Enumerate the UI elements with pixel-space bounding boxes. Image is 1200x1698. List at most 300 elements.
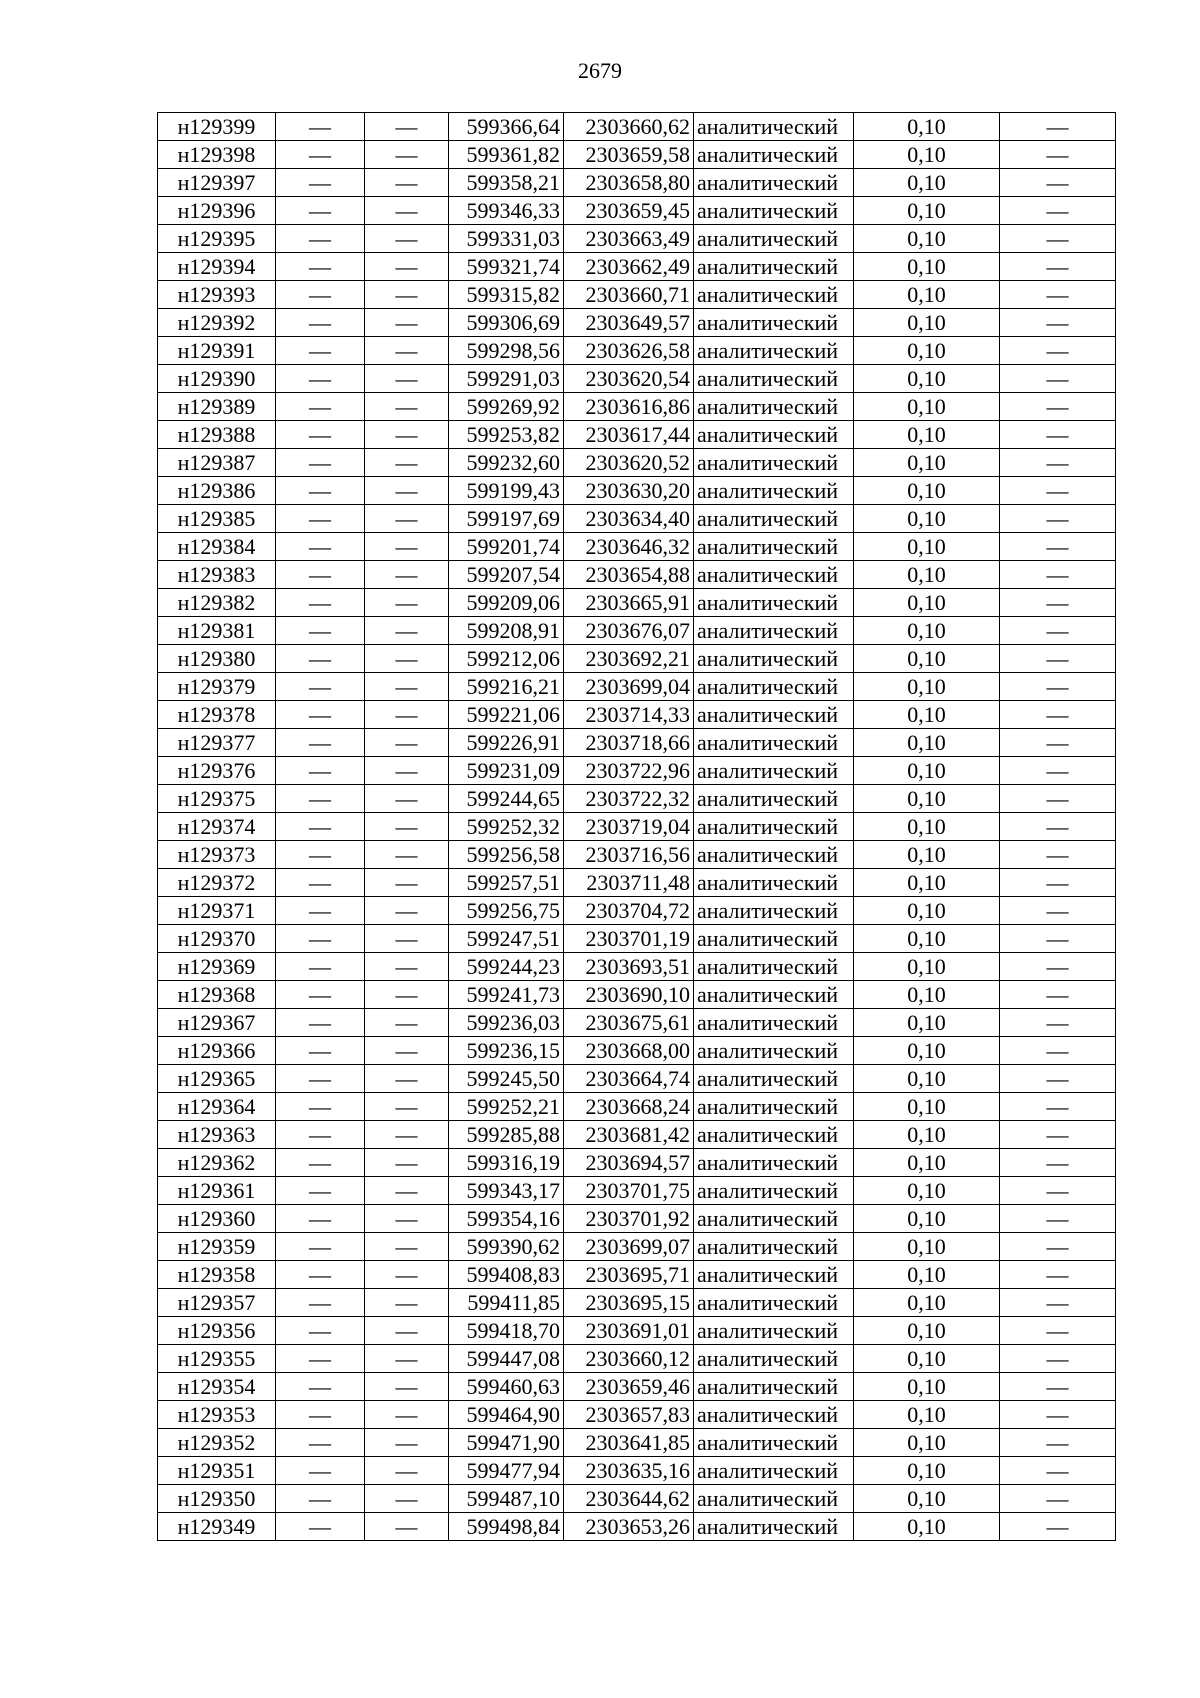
method-cell: аналитический [694,281,854,309]
x-coordinate-cell: 599197,69 [449,505,564,533]
y-coordinate-cell: 2303722,96 [564,757,694,785]
accuracy-cell: 0,10 [854,1429,1000,1457]
point-number-cell: н129351 [158,1457,276,1485]
point-number-cell: н129395 [158,225,276,253]
dash-cell: — [276,1457,365,1485]
point-number-cell: н129362 [158,1149,276,1177]
y-coordinate-cell: 2303663,49 [564,225,694,253]
dash-cell: — [365,253,449,281]
point-number-cell: н129390 [158,365,276,393]
point-number-cell: н129382 [158,589,276,617]
dash-cell: — [276,785,365,813]
accuracy-cell: 0,10 [854,365,1000,393]
method-cell: аналитический [694,617,854,645]
method-cell: аналитический [694,337,854,365]
dash-cell: — [276,1093,365,1121]
point-number-cell: н129398 [158,141,276,169]
accuracy-cell: 0,10 [854,169,1000,197]
dash-cell: — [1000,1149,1116,1177]
point-number-cell: н129374 [158,813,276,841]
dash-cell: — [1000,225,1116,253]
dash-cell: — [1000,785,1116,813]
dash-cell: — [1000,505,1116,533]
accuracy-cell: 0,10 [854,1205,1000,1233]
dash-cell: — [365,1373,449,1401]
table-row [158,1121,1116,1149]
table-row [158,1429,1116,1457]
x-coordinate-cell: 599252,32 [449,813,564,841]
accuracy-cell: 0,10 [854,197,1000,225]
dash-cell: — [276,1261,365,1289]
y-coordinate-cell: 2303668,00 [564,1037,694,1065]
accuracy-cell: 0,10 [854,1457,1000,1485]
dash-cell: — [365,1261,449,1289]
table-row [158,1037,1116,1065]
dash-cell: — [365,925,449,953]
dash-cell: — [365,1513,449,1541]
point-number-cell: н129381 [158,617,276,645]
accuracy-cell: 0,10 [854,1233,1000,1261]
x-coordinate-cell: 599236,15 [449,1037,564,1065]
method-cell: аналитический [694,533,854,561]
method-cell: аналитический [694,477,854,505]
point-number-cell: н129389 [158,393,276,421]
table-row [158,925,1116,953]
dash-cell: — [276,1121,365,1149]
accuracy-cell: 0,10 [854,981,1000,1009]
dash-cell: — [365,1205,449,1233]
y-coordinate-cell: 2303617,44 [564,421,694,449]
accuracy-cell: 0,10 [854,953,1000,981]
x-coordinate-cell: 599354,16 [449,1205,564,1233]
accuracy-cell: 0,10 [854,869,1000,897]
dash-cell: — [276,1065,365,1093]
y-coordinate-cell: 2303693,51 [564,953,694,981]
dash-cell: — [365,561,449,589]
dash-cell: — [1000,1261,1116,1289]
table-row [158,1261,1116,1289]
dash-cell: — [365,729,449,757]
table-body [158,113,1116,1541]
y-coordinate-cell: 2303659,58 [564,141,694,169]
x-coordinate-cell: 599298,56 [449,337,564,365]
method-cell: аналитический [694,113,854,141]
point-number-cell: н129383 [158,561,276,589]
table-row [158,1289,1116,1317]
point-number-cell: н129360 [158,1205,276,1233]
dash-cell: — [276,1037,365,1065]
method-cell: аналитический [694,365,854,393]
x-coordinate-cell: 599361,82 [449,141,564,169]
y-coordinate-cell: 2303676,07 [564,617,694,645]
x-coordinate-cell: 599321,74 [449,253,564,281]
table-row [158,729,1116,757]
dash-cell: — [1000,253,1116,281]
table-row [158,757,1116,785]
dash-cell: — [365,281,449,309]
table-row [158,1149,1116,1177]
y-coordinate-cell: 2303668,24 [564,1093,694,1121]
y-coordinate-cell: 2303701,92 [564,1205,694,1233]
method-cell: аналитический [694,813,854,841]
dash-cell: — [276,589,365,617]
accuracy-cell: 0,10 [854,757,1000,785]
dash-cell: — [365,1177,449,1205]
table-row [158,1317,1116,1345]
y-coordinate-cell: 2303616,86 [564,393,694,421]
y-coordinate-cell: 2303659,46 [564,1373,694,1401]
dash-cell: — [276,757,365,785]
dash-cell: — [365,337,449,365]
x-coordinate-cell: 599208,91 [449,617,564,645]
point-number-cell: н129392 [158,309,276,337]
method-cell: аналитический [694,589,854,617]
method-cell: аналитический [694,925,854,953]
table-row [158,1093,1116,1121]
dash-cell: — [365,701,449,729]
dash-cell: — [276,729,365,757]
dash-cell: — [1000,365,1116,393]
method-cell: аналитический [694,1261,854,1289]
y-coordinate-cell: 2303654,88 [564,561,694,589]
point-number-cell: н129399 [158,113,276,141]
x-coordinate-cell: 599498,84 [449,1513,564,1541]
dash-cell: — [276,1177,365,1205]
dash-cell: — [1000,1177,1116,1205]
y-coordinate-cell: 2303690,10 [564,981,694,1009]
x-coordinate-cell: 599346,33 [449,197,564,225]
table-row [158,533,1116,561]
x-coordinate-cell: 599209,06 [449,589,564,617]
accuracy-cell: 0,10 [854,785,1000,813]
y-coordinate-cell: 2303635,16 [564,1457,694,1485]
dash-cell: — [276,953,365,981]
table-row [158,253,1116,281]
table-row [158,449,1116,477]
dash-cell: — [365,1009,449,1037]
dash-cell: — [365,1065,449,1093]
table-row [158,225,1116,253]
method-cell: аналитический [694,1513,854,1541]
dash-cell: — [1000,1317,1116,1345]
dash-cell: — [276,1401,365,1429]
x-coordinate-cell: 599244,23 [449,953,564,981]
x-coordinate-cell: 599221,06 [449,701,564,729]
dash-cell: — [1000,561,1116,589]
method-cell: аналитический [694,757,854,785]
x-coordinate-cell: 599226,91 [449,729,564,757]
dash-cell: — [1000,1037,1116,1065]
point-number-cell: н129369 [158,953,276,981]
point-number-cell: н129353 [158,1401,276,1429]
x-coordinate-cell: 599464,90 [449,1401,564,1429]
dash-cell: — [365,841,449,869]
point-number-cell: н129352 [158,1429,276,1457]
dash-cell: — [1000,393,1116,421]
dash-cell: — [276,1513,365,1541]
table-row [158,897,1116,925]
point-number-cell: н129373 [158,841,276,869]
table-row [158,477,1116,505]
dash-cell: — [1000,757,1116,785]
point-number-cell: н129361 [158,1177,276,1205]
dash-cell: — [1000,309,1116,337]
method-cell: аналитический [694,1373,854,1401]
accuracy-cell: 0,10 [854,645,1000,673]
dash-cell: — [1000,729,1116,757]
dash-cell: — [365,673,449,701]
point-number-cell: н129358 [158,1261,276,1289]
y-coordinate-cell: 2303658,80 [564,169,694,197]
method-cell: аналитический [694,1317,854,1345]
method-cell: аналитический [694,1065,854,1093]
point-number-cell: н129359 [158,1233,276,1261]
table-row [158,701,1116,729]
method-cell: аналитический [694,729,854,757]
x-coordinate-cell: 599285,88 [449,1121,564,1149]
dash-cell: — [365,393,449,421]
dash-cell: — [1000,281,1116,309]
point-number-cell: н129354 [158,1373,276,1401]
dash-cell: — [1000,1289,1116,1317]
dash-cell: — [276,1345,365,1373]
method-cell: аналитический [694,673,854,701]
dash-cell: — [276,253,365,281]
accuracy-cell: 0,10 [854,449,1000,477]
accuracy-cell: 0,10 [854,617,1000,645]
dash-cell: — [1000,1233,1116,1261]
dash-cell: — [365,1401,449,1429]
dash-cell: — [1000,1513,1116,1541]
accuracy-cell: 0,10 [854,1121,1000,1149]
x-coordinate-cell: 599316,19 [449,1149,564,1177]
dash-cell: — [276,1289,365,1317]
point-number-cell: н129385 [158,505,276,533]
method-cell: аналитический [694,169,854,197]
method-cell: аналитический [694,197,854,225]
dash-cell: — [365,533,449,561]
accuracy-cell: 0,10 [854,925,1000,953]
y-coordinate-cell: 2303711,48 [564,869,694,897]
y-coordinate-cell: 2303699,07 [564,1233,694,1261]
accuracy-cell: 0,10 [854,1009,1000,1037]
table-row [158,1345,1116,1373]
dash-cell: — [1000,897,1116,925]
point-number-cell: н129393 [158,281,276,309]
dash-cell: — [365,953,449,981]
dash-cell: — [276,1149,365,1177]
x-coordinate-cell: 599471,90 [449,1429,564,1457]
dash-cell: — [276,673,365,701]
accuracy-cell: 0,10 [854,477,1000,505]
accuracy-cell: 0,10 [854,281,1000,309]
y-coordinate-cell: 2303665,91 [564,589,694,617]
point-number-cell: н129364 [158,1093,276,1121]
x-coordinate-cell: 599199,43 [449,477,564,505]
point-number-cell: н129376 [158,757,276,785]
dash-cell: — [1000,1009,1116,1037]
y-coordinate-cell: 2303704,72 [564,897,694,925]
table-row [158,1009,1116,1037]
x-coordinate-cell: 599460,63 [449,1373,564,1401]
dash-cell: — [365,197,449,225]
accuracy-cell: 0,10 [854,113,1000,141]
point-number-cell: н129355 [158,1345,276,1373]
dash-cell: — [276,1485,365,1513]
dash-cell: — [365,225,449,253]
table-row [158,1401,1116,1429]
point-number-cell: н129387 [158,449,276,477]
point-number-cell: н129370 [158,925,276,953]
dash-cell: — [365,141,449,169]
dash-cell: — [1000,953,1116,981]
dash-cell: — [365,757,449,785]
method-cell: аналитический [694,309,854,337]
y-coordinate-cell: 2303691,01 [564,1317,694,1345]
y-coordinate-cell: 2303718,66 [564,729,694,757]
y-coordinate-cell: 2303701,75 [564,1177,694,1205]
y-coordinate-cell: 2303620,52 [564,449,694,477]
accuracy-cell: 0,10 [854,1289,1000,1317]
dash-cell: — [276,197,365,225]
dash-cell: — [365,813,449,841]
y-coordinate-cell: 2303701,19 [564,925,694,953]
dash-cell: — [276,309,365,337]
point-number-cell: н129365 [158,1065,276,1093]
x-coordinate-cell: 599207,54 [449,561,564,589]
point-number-cell: н129363 [158,1121,276,1149]
dash-cell: — [276,1429,365,1457]
dash-cell: — [1000,337,1116,365]
x-coordinate-cell: 599232,60 [449,449,564,477]
x-coordinate-cell: 599252,21 [449,1093,564,1121]
y-coordinate-cell: 2303634,40 [564,505,694,533]
dash-cell: — [276,421,365,449]
accuracy-cell: 0,10 [854,1093,1000,1121]
point-number-cell: н129396 [158,197,276,225]
dash-cell: — [276,505,365,533]
dash-cell: — [276,225,365,253]
dash-cell: — [276,1317,365,1345]
dash-cell: — [276,869,365,897]
y-coordinate-cell: 2303626,58 [564,337,694,365]
table-row [158,337,1116,365]
method-cell: аналитический [694,981,854,1009]
x-coordinate-cell: 599257,51 [449,869,564,897]
y-coordinate-cell: 2303657,83 [564,1401,694,1429]
dash-cell: — [276,617,365,645]
y-coordinate-cell: 2303719,04 [564,813,694,841]
method-cell: аналитический [694,253,854,281]
x-coordinate-cell: 599408,83 [449,1261,564,1289]
table-row [158,869,1116,897]
x-coordinate-cell: 599256,58 [449,841,564,869]
accuracy-cell: 0,10 [854,589,1000,617]
dash-cell: — [276,1205,365,1233]
accuracy-cell: 0,10 [854,309,1000,337]
dash-cell: — [365,477,449,505]
table-row [158,505,1116,533]
table-row [158,169,1116,197]
dash-cell: — [365,113,449,141]
point-number-cell: н129377 [158,729,276,757]
method-cell: аналитический [694,1205,854,1233]
x-coordinate-cell: 599291,03 [449,365,564,393]
method-cell: аналитический [694,897,854,925]
table-row [158,953,1116,981]
dash-cell: — [365,1037,449,1065]
dash-cell: — [1000,141,1116,169]
point-number-cell: н129372 [158,869,276,897]
method-cell: аналитический [694,1037,854,1065]
y-coordinate-cell: 2303662,49 [564,253,694,281]
x-coordinate-cell: 599358,21 [449,169,564,197]
method-cell: аналитический [694,1121,854,1149]
y-coordinate-cell: 2303644,62 [564,1485,694,1513]
accuracy-cell: 0,10 [854,701,1000,729]
dash-cell: — [365,1429,449,1457]
table-row [158,1065,1116,1093]
dash-cell: — [365,1149,449,1177]
dash-cell: — [276,561,365,589]
x-coordinate-cell: 599411,85 [449,1289,564,1317]
y-coordinate-cell: 2303716,56 [564,841,694,869]
y-coordinate-cell: 2303630,20 [564,477,694,505]
dash-cell: — [1000,1401,1116,1429]
y-coordinate-cell: 2303660,12 [564,1345,694,1373]
x-coordinate-cell: 599418,70 [449,1317,564,1345]
x-coordinate-cell: 599343,17 [449,1177,564,1205]
dash-cell: — [276,981,365,1009]
table-row [158,1205,1116,1233]
accuracy-cell: 0,10 [854,1177,1000,1205]
dash-cell: — [276,281,365,309]
dash-cell: — [365,169,449,197]
y-coordinate-cell: 2303699,04 [564,673,694,701]
x-coordinate-cell: 599306,69 [449,309,564,337]
table-row [158,113,1116,141]
y-coordinate-cell: 2303695,15 [564,1289,694,1317]
dash-cell: — [1000,113,1116,141]
point-number-cell: н129350 [158,1485,276,1513]
table-row [158,1233,1116,1261]
table-row [158,141,1116,169]
dash-cell: — [365,505,449,533]
x-coordinate-cell: 599231,09 [449,757,564,785]
y-coordinate-cell: 2303695,71 [564,1261,694,1289]
dash-cell: — [365,1233,449,1261]
page-number: 2679 [578,58,622,83]
dash-cell: — [276,449,365,477]
accuracy-cell: 0,10 [854,1513,1000,1541]
dash-cell: — [1000,701,1116,729]
method-cell: аналитический [694,225,854,253]
method-cell: аналитический [694,1429,854,1457]
dash-cell: — [276,897,365,925]
method-cell: аналитический [694,421,854,449]
dash-cell: — [1000,981,1116,1009]
accuracy-cell: 0,10 [854,1345,1000,1373]
x-coordinate-cell: 599315,82 [449,281,564,309]
accuracy-cell: 0,10 [854,1261,1000,1289]
table-row [158,365,1116,393]
dash-cell: — [1000,1345,1116,1373]
dash-cell: — [276,701,365,729]
x-coordinate-cell: 599487,10 [449,1485,564,1513]
dash-cell: — [276,141,365,169]
table-row [158,589,1116,617]
y-coordinate-cell: 2303659,45 [564,197,694,225]
